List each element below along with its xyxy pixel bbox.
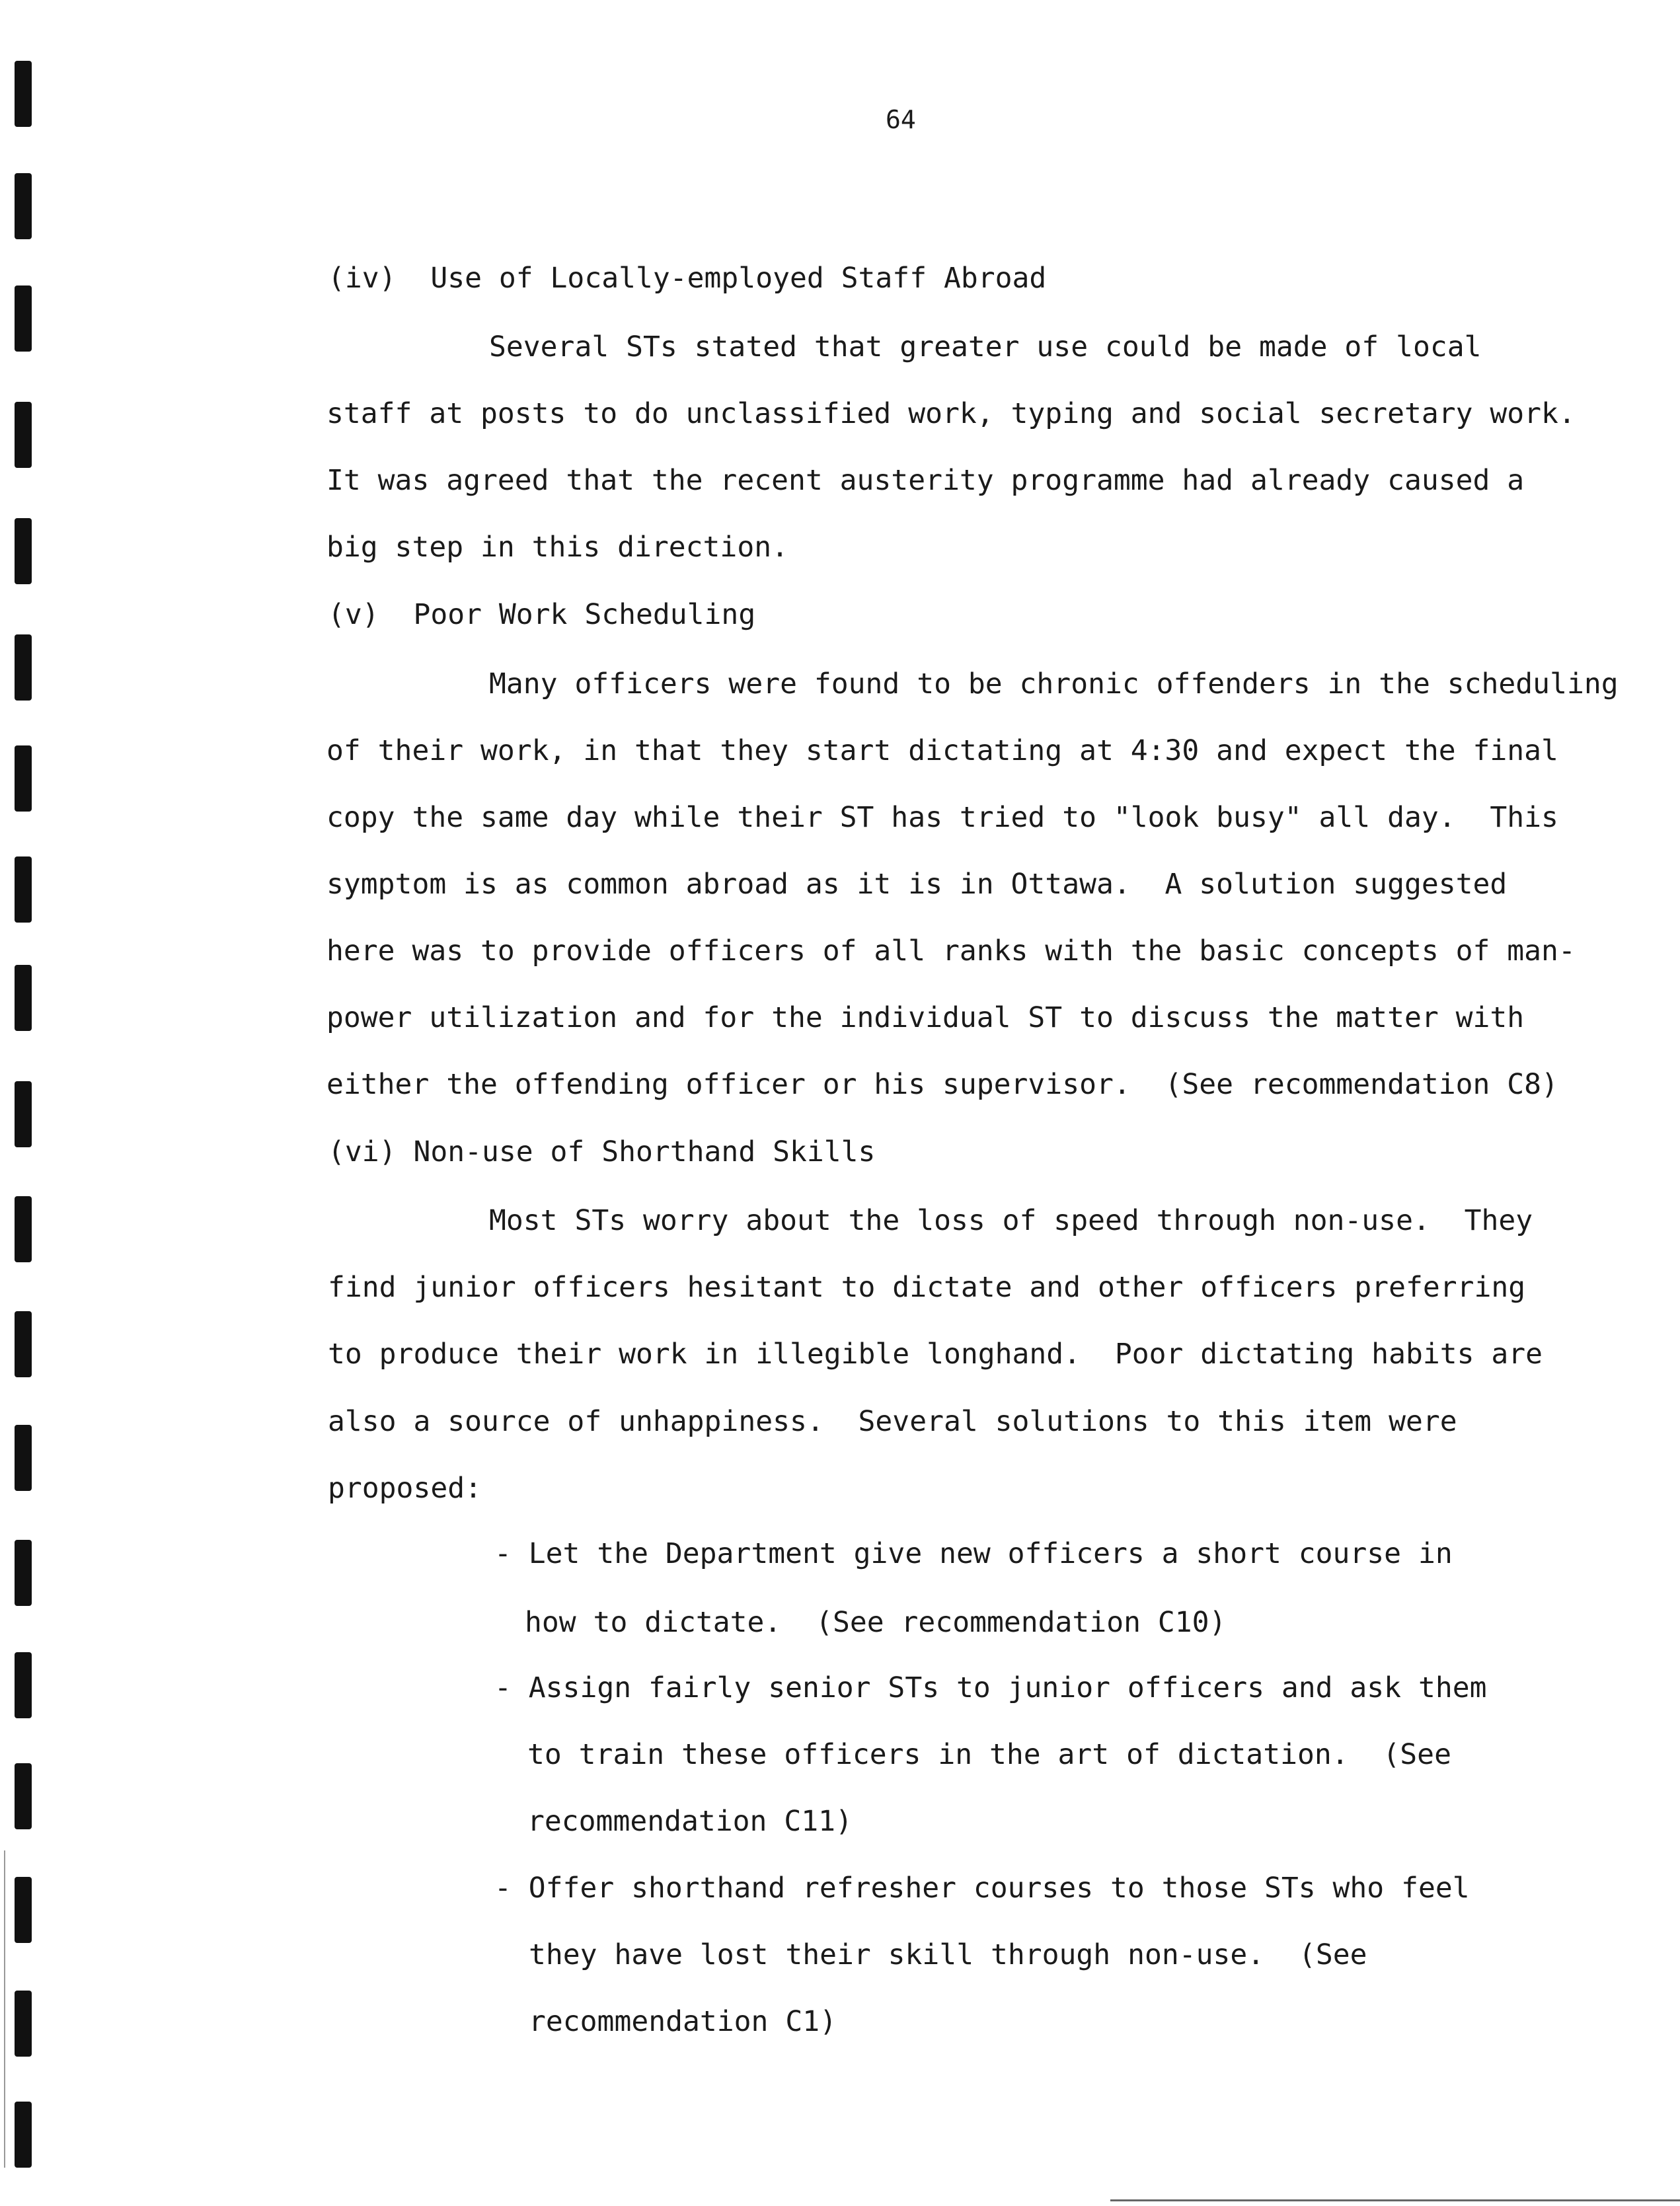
- binding-mark: [15, 518, 32, 584]
- paragraph-line: to produce their work in illegible longhand. Poor dictating habits are: [328, 1338, 1543, 1371]
- binding-mark: [15, 1991, 32, 2057]
- list-item: - Let the Department give new officers a short course in: [494, 1537, 1453, 1570]
- paragraph-line: of their work, in that they start dictating at 4:30 and expect the final: [326, 734, 1558, 767]
- binding-mark: [15, 856, 32, 923]
- binding-mark: [15, 1877, 32, 1943]
- paragraph-line: either the offending officer or his supervisor. (See recommendation C8): [326, 1068, 1558, 1101]
- binding-mark: [15, 402, 32, 468]
- section-heading: (vi) Non-use of Shorthand Skills: [328, 1135, 876, 1168]
- list-item-continuation: to train these officers in the art of dictation. (See: [527, 1738, 1451, 1771]
- paragraph-line: It was agreed that the recent austerity programme had already caused a: [326, 464, 1525, 497]
- paragraph-line: staff at posts to do unclassified work, typing and social secretary work.: [326, 397, 1576, 430]
- paragraph-line: find junior officers hesitant to dictate and other officers preferring: [328, 1271, 1526, 1304]
- binding-mark: [15, 634, 32, 701]
- scan-edge-left: [4, 1850, 5, 2168]
- binding-mark: [15, 1196, 32, 1262]
- list-item-continuation: recommendation C11): [527, 1805, 853, 1838]
- section-heading: (iv) Use of Locally-employed Staff Abroad: [328, 262, 1047, 295]
- scan-edge-bottom: [1110, 2199, 1680, 2201]
- binding-mark: [15, 1540, 32, 1606]
- list-item: - Offer shorthand refresher courses to those STs who feel: [494, 1872, 1470, 1905]
- list-item-continuation: recommendation C1): [529, 2005, 837, 2038]
- paragraph-line: Several STs stated that greater use could be made of local: [489, 330, 1482, 363]
- binding-mark: [15, 1425, 32, 1491]
- binding-mark: [15, 61, 32, 127]
- paragraph-line: here was to provide officers of all ranks with the basic concepts of man-: [326, 934, 1576, 968]
- paragraph-line: also a source of unhappiness. Several solutions to this item were: [328, 1405, 1457, 1438]
- paragraph-line: Most STs worry about the loss of speed through non-use. They: [489, 1204, 1533, 1237]
- paragraph-line: big step in this direction.: [326, 531, 788, 564]
- binding-mark: [15, 965, 32, 1031]
- binding-mark: [15, 1081, 32, 1147]
- paragraph-line: symptom is as common abroad as it is in Ottawa. A solution suggested: [326, 868, 1508, 901]
- binding-mark: [15, 2102, 32, 2168]
- paragraph-line: copy the same day while their ST has tried to "look busy" all day. This: [326, 801, 1558, 834]
- list-item-continuation: how to dictate. (See recommendation C10): [525, 1606, 1227, 1639]
- list-item-continuation: they have lost their skill through non-use. (See: [529, 1938, 1367, 1971]
- paragraph-line: power utilization and for the individual ST to discuss the matter with: [326, 1001, 1525, 1034]
- binding-mark: [15, 1311, 32, 1377]
- list-item: - Assign fairly senior STs to junior officers and ask them: [494, 1671, 1487, 1704]
- binding-mark: [15, 173, 32, 239]
- paragraph-line: Many officers were found to be chronic offenders in the scheduling: [489, 667, 1619, 701]
- binding-mark: [15, 285, 32, 352]
- binding-mark: [15, 745, 32, 812]
- binding-mark: [15, 1652, 32, 1718]
- paragraph-line: proposed:: [328, 1472, 482, 1505]
- section-heading: (v) Poor Work Scheduling: [328, 598, 756, 631]
- page-number: 64: [886, 105, 916, 134]
- binding-mark: [15, 1763, 32, 1829]
